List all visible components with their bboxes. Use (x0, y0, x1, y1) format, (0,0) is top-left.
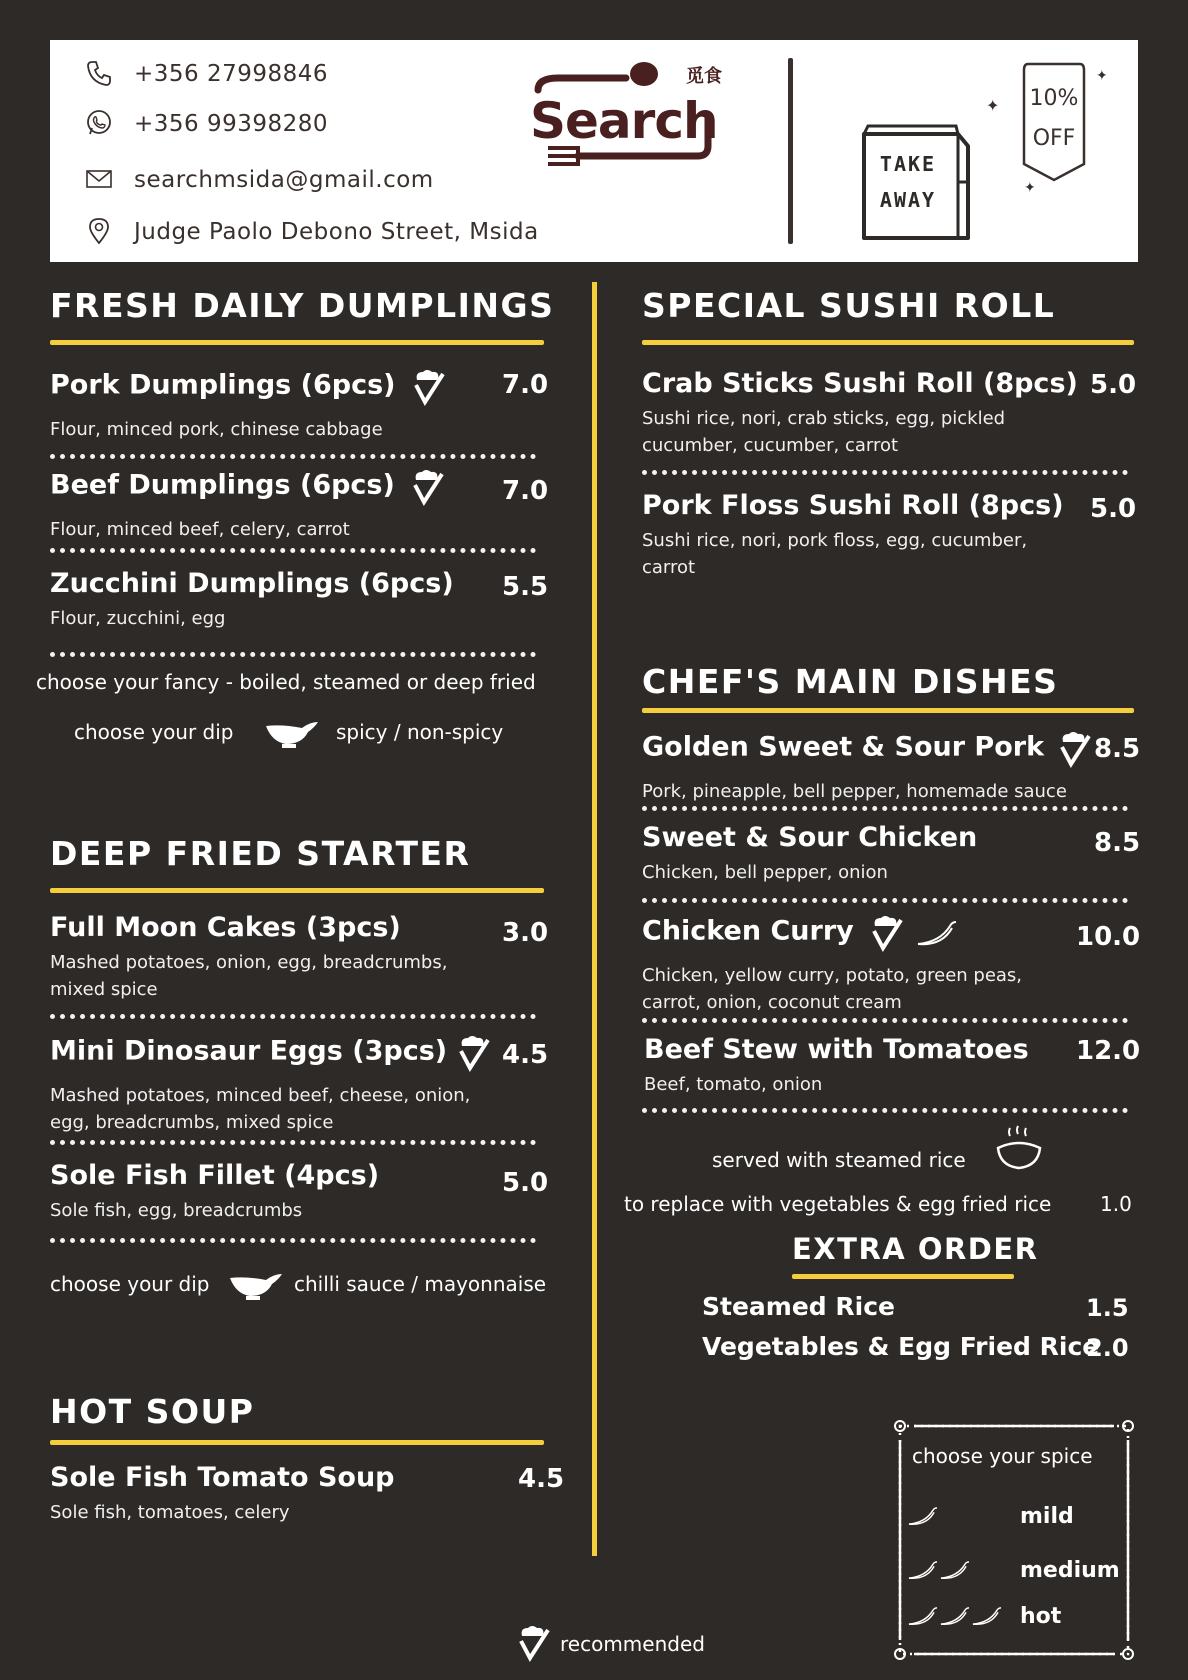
spice-level-mild: mild (1020, 1504, 1074, 1529)
item-name: Sole Fish Fillet (4pcs) (50, 1160, 380, 1191)
menu-item[interactable] (702, 1292, 895, 1321)
takeaway-line1: TAKE (879, 152, 937, 176)
column-divider (592, 282, 597, 1556)
item-price: 10.0 (1076, 922, 1141, 952)
dotted-separator (50, 652, 536, 657)
sparkle-icon: ✦ (1096, 68, 1108, 84)
replace-note: to replace with vegetables & egg fried rice (624, 1192, 1052, 1216)
item-description: mixed spice (50, 979, 158, 1000)
item-description: Sushi rice, nori, pork floss, egg, cucumber, (642, 530, 1028, 551)
dotted-separator (50, 1014, 536, 1019)
item-price: 5.0 (502, 1168, 549, 1198)
item-name: Vegetables & Egg Fried Rice (702, 1332, 1100, 1361)
chili-pepper-icon (970, 1604, 1004, 1632)
item-description: Flour, minced pork, chinese cabbage (50, 419, 383, 440)
item-name: Pork Floss Sushi Roll (8pcs) (642, 490, 1064, 521)
menu-item[interactable] (642, 822, 977, 886)
menu-item[interactable] (50, 1462, 395, 1526)
item-price: 5.0 (1090, 494, 1137, 524)
item-description: Beef, tomato, onion (644, 1074, 823, 1095)
logo-chinese-text: 觅食 (686, 66, 722, 87)
item-description: Mashed potatoes, minced beef, cheese, onion, (50, 1085, 471, 1106)
menu-item[interactable] (642, 368, 1078, 459)
chili-pepper-icon (906, 1504, 940, 1532)
menu-item[interactable] (50, 1034, 490, 1136)
sparkle-icon: ✦ (986, 96, 1000, 115)
item-name: Crab Sticks Sushi Roll (8pcs) (642, 368, 1078, 399)
chili-pepper-icon (938, 1604, 972, 1632)
item-name: Golden Sweet & Sour Pork (642, 731, 1045, 763)
item-price: 8.5 (1094, 828, 1141, 858)
item-description: Sole fish, tomatoes, celery (50, 1502, 290, 1523)
item-name: Chicken Curry (642, 915, 854, 947)
item-name: Beef Stew with Tomatoes (644, 1034, 1029, 1065)
section-underline (50, 888, 544, 893)
section-title-extra: EXTRA ORDER (792, 1232, 1039, 1266)
search-logo (518, 56, 728, 176)
section-title-sushi: SPECIAL SUSHI ROLL (642, 286, 1056, 325)
chili-pepper-icon (938, 1558, 972, 1586)
cooking-style-note: choose your fancy - boiled, steamed or deep fried (36, 670, 536, 694)
item-price: 4.5 (518, 1464, 565, 1494)
item-price: 2.0 (1086, 1334, 1129, 1362)
item-description: Pork, pineapple, bell pepper, homemade sauce (642, 781, 1067, 802)
chili-pepper-icon (906, 1558, 940, 1586)
recommended-chef-icon (411, 368, 445, 410)
section-underline (642, 340, 1134, 345)
item-name: Beef Dumplings (6pcs) (50, 469, 395, 501)
item-description: carrot, onion, coconut cream (642, 992, 902, 1013)
section-underline (642, 708, 1134, 713)
dotted-separator (50, 454, 536, 459)
takeaway-line2: AWAY (879, 188, 937, 212)
item-name: Sole Fish Tomato Soup (50, 1462, 395, 1493)
recommended-chef-icon (516, 1624, 550, 1666)
item-name: Sweet & Sour Chicken (642, 822, 978, 853)
menu-item[interactable] (642, 914, 1022, 1016)
item-price: 4.5 (502, 1040, 549, 1070)
email-contact[interactable] (84, 164, 434, 196)
item-name: Pork Dumplings (6pcs) (50, 369, 396, 401)
email-address: searchmsida@gmail.com (134, 167, 434, 193)
recommended-chef-icon (869, 914, 903, 956)
street-address: Judge Paolo Debono Street, Msida (134, 219, 539, 245)
sauce-boat-icon (262, 710, 322, 754)
phone-contact[interactable] (84, 58, 328, 90)
item-description: Flour, zucchini, egg (50, 608, 226, 629)
dotted-separator (50, 1238, 536, 1243)
rice-bowl-icon (994, 1124, 1044, 1176)
item-name: Full Moon Cakes (3pcs) (50, 912, 401, 943)
discount-tag (1020, 60, 1088, 184)
section-title-dumplings: FRESH DAILY DUMPLINGS (50, 286, 555, 325)
section-underline (50, 1440, 544, 1445)
whatsapp-icon (84, 108, 116, 140)
header-banner (50, 40, 1138, 262)
recommended-chef-icon (456, 1034, 490, 1076)
item-price: 1.5 (1086, 1294, 1129, 1322)
chili-pepper-icon (906, 1604, 940, 1632)
section-underline (50, 340, 544, 345)
item-name: Mini Dinosaur Eggs (3pcs) (50, 1035, 448, 1067)
section-title-starter: DEEP FRIED STARTER (50, 834, 471, 873)
phone-number: +356 27998846 (134, 61, 329, 87)
sauce-boat-icon (226, 1262, 286, 1306)
dotted-separator (642, 470, 1128, 475)
dotted-separator (642, 898, 1128, 903)
whatsapp-number: +356 99398280 (134, 111, 329, 137)
rice-note: served with steamed rice (712, 1148, 966, 1172)
dotted-separator (642, 806, 1128, 811)
item-price: 12.0 (1076, 1036, 1141, 1066)
item-price: 5.0 (1090, 370, 1137, 400)
dip-note-label: choose your dip (74, 720, 234, 744)
phone-icon (84, 58, 116, 90)
item-description: Mashed potatoes, onion, egg, breadcrumbs, (50, 952, 448, 973)
tag-outline-icon (1020, 60, 1088, 184)
spice-title: choose your spice (912, 1444, 1093, 1468)
item-description: Flour, minced beef, celery, carrot (50, 519, 350, 540)
item-name: Zucchini Dumplings (6pcs) (50, 568, 454, 599)
section-title-mains: CHEF'S MAIN DISHES (642, 662, 1059, 701)
section-title-soup: HOT SOUP (50, 1392, 255, 1431)
replace-note-price: 1.0 (1100, 1192, 1132, 1216)
spice-legend-box (894, 1420, 1134, 1660)
item-description: carrot (642, 557, 696, 578)
item-price: 7.0 (502, 370, 549, 400)
discount-percent: 10% (1029, 86, 1079, 111)
dip-note-options: chilli sauce / mayonnaise (294, 1272, 547, 1296)
recommended-legend: recommended (560, 1632, 705, 1656)
spice-level-medium: medium (1020, 1558, 1120, 1583)
section-underline (792, 1274, 1014, 1279)
recommended-chef-icon (410, 468, 444, 510)
menu-item[interactable] (642, 730, 1091, 805)
dip-note-label: choose your dip (50, 1272, 210, 1296)
takeaway-bag-icon (858, 122, 976, 244)
menu-item[interactable] (50, 568, 454, 632)
menu-item[interactable] (50, 368, 445, 443)
mail-icon (84, 164, 116, 196)
menu-item[interactable] (50, 912, 447, 1003)
menu-item[interactable] (50, 1160, 379, 1224)
menu-item[interactable] (702, 1332, 1099, 1361)
item-description: Chicken, bell pepper, onion (642, 862, 888, 883)
dotted-separator (642, 1018, 1128, 1023)
spice-level-hot: hot (1020, 1604, 1062, 1629)
menu-item[interactable] (50, 468, 444, 543)
item-price: 5.5 (502, 572, 549, 602)
menu-item[interactable] (644, 1034, 1029, 1098)
logo-text: Search (530, 92, 718, 150)
menu-item[interactable] (642, 490, 1064, 581)
item-description: Sushi rice, nori, crab sticks, egg, pickled (642, 408, 1006, 429)
address-contact[interactable] (84, 216, 539, 248)
chili-pepper-icon (914, 918, 960, 952)
dotted-separator (642, 1108, 1128, 1113)
item-price: 8.5 (1094, 734, 1141, 764)
discount-off: OFF (1032, 126, 1076, 151)
item-price: 7.0 (502, 476, 549, 506)
recommended-chef-icon (1057, 730, 1091, 772)
dotted-separator (50, 548, 536, 553)
sparkle-icon: ✦ (1024, 180, 1036, 196)
item-description: egg, breadcrumbs, mixed spice (50, 1112, 334, 1133)
item-name: Steamed Rice (702, 1292, 895, 1321)
item-description: Chicken, yellow curry, potato, green peas, (642, 965, 1023, 986)
item-price: 3.0 (502, 918, 549, 948)
whatsapp-contact[interactable] (84, 108, 328, 140)
location-pin-icon (84, 216, 116, 248)
item-description: cucumber, cucumber, carrot (642, 435, 899, 456)
item-description: Sole fish, egg, breadcrumbs (50, 1200, 303, 1221)
header-divider (788, 58, 793, 244)
dip-note-options: spicy / non-spicy (336, 720, 504, 744)
dotted-separator (50, 1140, 536, 1145)
